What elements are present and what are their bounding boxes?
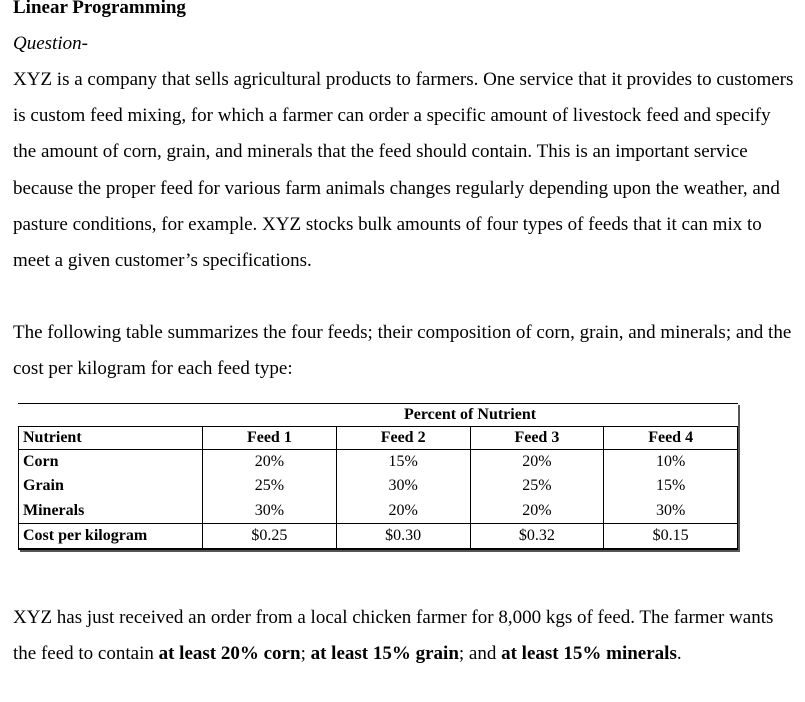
table-row-cost (19, 523, 738, 548)
question-label: Question- (13, 33, 88, 54)
table-group-header-row (19, 404, 738, 427)
table-row-minerals (19, 498, 738, 523)
table-cell: 25% (203, 474, 337, 498)
table-cell: 20% (470, 450, 604, 475)
table-header-spacer (19, 404, 203, 427)
table-cell: 30% (336, 474, 470, 498)
column-header-feed-2: Feed 2 (336, 427, 470, 450)
order-text: XYZ has just received an order from a local chicken farmer for 8,000 kgs of feed. The farmer wants the feed to contain (13, 607, 774, 665)
table-cell: 20% (203, 450, 337, 475)
table-cell: 30% (203, 498, 337, 523)
grain-requirement: at least 15% grain (310, 643, 459, 665)
table-cell: 10% (604, 450, 738, 475)
table-row-grain (19, 474, 738, 498)
table-cell: $0.25 (203, 523, 337, 548)
percent-of-nutrient-header: Percent of Nutrient (403, 406, 537, 423)
row-label: Grain (19, 474, 203, 498)
table-cell: 25% (470, 474, 604, 498)
table-cell: $0.30 (336, 523, 470, 548)
row-label: Cost per kilogram (19, 523, 203, 548)
order-text: . (676, 643, 682, 665)
table-cell: 15% (604, 474, 738, 498)
table-row-corn (19, 450, 738, 475)
feed-composition-table (18, 403, 738, 550)
table-intro-paragraph: The following table summarizes the four feeds; their composition of corn, grain, and minerals; and the cost per kilogram for each feed type: (13, 322, 792, 380)
row-label: Corn (19, 450, 203, 475)
table-cell: 20% (336, 498, 470, 523)
table-cell: 30% (604, 498, 738, 523)
order-text: ; and (458, 643, 502, 665)
table-cell: 15% (336, 450, 470, 475)
order-text: ; (300, 643, 311, 665)
table-cell: $0.32 (470, 523, 604, 548)
column-header-feed-1: Feed 1 (203, 427, 337, 450)
intro-paragraph: XYZ is a company that sells agricultural products to farmers. One service that it provides to customers is custom feed mixing, for which a farmer can order a specific amount of livestock feed and specify the amount of corn, grain, and minerals that the feed should contain. This is an important service because the proper feed for various farm animals changes regularly depending upon the weather, and pasture conditions, for example. XYZ stocks bulk amounts of four types of feeds that it can mix to meet a given customer’s specifications. (13, 69, 794, 272)
column-header-feed-3: Feed 3 (470, 427, 604, 450)
table-header-row (19, 427, 738, 450)
table-cell: 20% (470, 498, 604, 523)
document-title: Linear Programming (13, 0, 186, 18)
minerals-requirement: at least 15% minerals (501, 643, 677, 665)
row-label: Minerals (19, 498, 203, 523)
order-paragraph (13, 600, 798, 672)
corn-requirement: at least 20% corn (158, 643, 301, 665)
column-header-nutrient: Nutrient (19, 427, 203, 450)
table-cell: $0.15 (604, 523, 738, 548)
column-header-feed-4: Feed 4 (604, 427, 738, 450)
